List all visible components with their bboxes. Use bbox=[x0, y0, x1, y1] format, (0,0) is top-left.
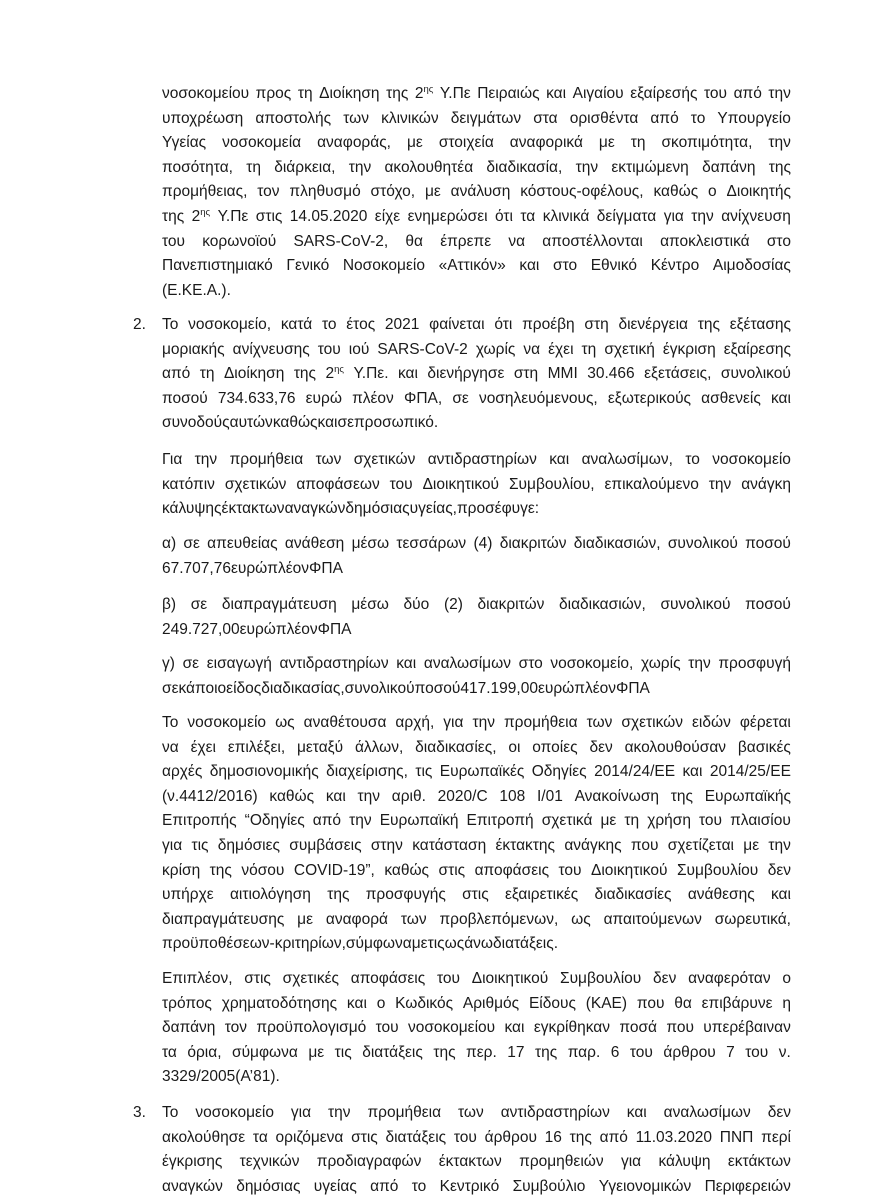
text-line: (Ε.ΚΕ.Α.). bbox=[162, 281, 231, 299]
text-line: ακολούθησε τα οριζόμενα στις διατάξεις του άρθρου 16 της από 11.03.2020 ΠΝΠ περί bbox=[162, 1128, 791, 1146]
text-line: κατόπιν σχετικών αποφάσεων του Διοικητικού Συμβουλίου, επικαλούμενο την ανάγκη bbox=[162, 475, 791, 493]
text-line: του κορωνοϊού SARS-CoV-2, θα έπρεπε να αποστέλλονται αποκλειστικά στο bbox=[162, 232, 791, 250]
text-line: α) σε απευθείας ανάθεση μέσω τεσσάρων (4) διακριτών διαδικασιών, συνολικού ποσού bbox=[162, 535, 791, 552]
text-line: τα όρια, σύμφωνα με τις διατάξεις της περ. 17 της παρ. 6 του άρθρου 7 του ν. bbox=[162, 1043, 791, 1061]
paragraph-option-b bbox=[162, 593, 791, 642]
text-line: 67.707,76 ευρώ πλέον ΦΠΑ bbox=[162, 559, 343, 577]
text-line: δαπάνη τον προϋπολογισμό του νοσοκομείου και εγκρίθηκαν ποσά που υπερέβαιναν bbox=[162, 1019, 791, 1037]
text-line: για τις δημόσιες συμβάσεις στην κατάσταση έκτακτης ανάγκης που σχετίζεται με την bbox=[162, 836, 791, 854]
text-line: προμήθειας, τον πληθυσμό στόχο, με ανάλυση κόστους-οφέλους, καθώς ο Διοικητής bbox=[162, 183, 791, 201]
text-line: αρχές δημοσιονομικής διαχείρισης, τις Ευρωπαϊκές Οδηγίες 2014/24/ΕΕ και 2014/25/ΕΕ bbox=[162, 763, 791, 781]
text-line: από τη Διοίκηση της $2^{\eta\varsigma}$ Υ.Πε. και διενήργησε στη ΜΜΙ 30.466 εξετάσεις, συνολικού bbox=[162, 364, 791, 383]
text-line: Πανεπιστημιακό Γενικό Νοσοκομείο «Αττικόν» και στο Εθνικό Κέντρο Αιμοδοσίας bbox=[162, 257, 791, 275]
text-line: σε κάποιο είδος διαδικασίας, συνολικού ποσού 417.199,00 ευρώ πλέον ΦΠΑ bbox=[162, 679, 650, 697]
text-line: υποχρέωση αποστολής των κλινικών δειγμάτων στα ορισθέντα από το Υπουργείο bbox=[162, 109, 791, 127]
text-line: νοσοκομείου προς τη Διοίκηση της $2^{\eta\varsigma}$ Υ.Πε Πειραιώς και Αιγαίου εξαίρεσής του από την bbox=[162, 84, 791, 102]
text-line: τρόπος χρηματοδότησης και ο Κωδικός Αριθμός Είδους (ΚΑΕ) που θα επιβάρυνε η bbox=[162, 994, 791, 1012]
paragraph-procurement bbox=[162, 448, 791, 522]
text-line: διαπραγμάτευσης με αναφορά των προβλεπόμενων, ως απαιτούμενων σωρευτικά, bbox=[162, 910, 791, 928]
paragraph-option-c bbox=[162, 652, 791, 701]
text-line: να έχει επιλέξει, μεταξύ άλλων, διαδικασίες, οι οποίες δεν ακολουθούσαν βασικές bbox=[162, 738, 791, 756]
text-line: κρίση της νόσου COVID-19”, καθώς στις αποφάσεις του Διοικητικού Συμβουλίου δεν bbox=[162, 861, 791, 879]
paragraph-item-3 bbox=[162, 1101, 791, 1199]
text-line: υπήρχε αιτιολόγηση της προσφυγής στις εξαιρετικές διαδικασίες ανάθεσης και bbox=[162, 886, 791, 904]
text-line: Επιτροπής “Οδηγίες από την Ευρωπαϊκή Επιτροπή σχετικά με τη χρήση του πλαισίου bbox=[162, 812, 791, 830]
paragraph-contracting-authority bbox=[162, 711, 791, 957]
paragraph-option-a bbox=[162, 532, 791, 581]
text-line: 249.727,00 ευρώ πλέον ΦΠΑ bbox=[162, 620, 352, 638]
paragraph-moreover bbox=[162, 967, 791, 1090]
text-line: μοριακής ανίχνευσης του ιού SARS-CoV-2 χωρίς να έχει τη σχετική έγκριση εξαίρεσης bbox=[162, 340, 791, 358]
text-line: β) σε διαπραγμάτευση μέσω δύο (2) διακριτών διαδικασιών, συνολικού ποσού bbox=[162, 596, 791, 613]
text-line: Το νοσοκομείο, κατά το έτος 2021 φαίνεται ότι προέβη στη διενέργεια της εξέτασης bbox=[162, 316, 791, 333]
text-line: γ) σε εισαγωγή αντιδραστηρίων και αναλωσίμων στο νοσοκομείο, χωρίς την προσφυγή bbox=[162, 655, 791, 672]
paragraph-intro bbox=[162, 82, 791, 303]
text-line: συνοδούς αυτών καθώς και σε προσωπικό. bbox=[162, 414, 439, 432]
text-line: προϋποθέσεων-κριτηρίων, σύμφωνα με τις ως άνω διατάξεις. bbox=[162, 935, 559, 953]
text-line: 3329/2005 (Α’ 81). bbox=[162, 1068, 280, 1086]
text-line: Επιπλέον, στις σχετικές αποφάσεις του Διοικητικού Συμβουλίου δεν αναφερόταν ο bbox=[162, 970, 791, 987]
list-item-number: 3. bbox=[133, 1104, 146, 1121]
text-line: κάλυψης έκτακτων αναγκών δημόσιας υγείας, προσέφυγε: bbox=[162, 500, 540, 518]
text-line: Για την προμήθεια των σχετικών αντιδραστηρίων και αναλωσίμων, το νοσοκομείο bbox=[162, 451, 791, 468]
text-line: (ν.4412/2016) καθώς και την αριθ. 2020/C 108 I/01 Ανακοίνωση της Ευρωπαϊκής bbox=[162, 787, 791, 805]
text-line: Το νοσοκομείο ως αναθέτουσα αρχή, για την προμήθεια των σχετικών ειδών φέρεται bbox=[162, 714, 791, 731]
text-line: Το νοσοκομείο για την προμήθεια των αντιδραστηρίων και αναλωσίμων δεν bbox=[162, 1104, 791, 1121]
text-line: έγκρισης τεχνικών προδιαγραφών έκτακτων προμηθειών για κάλυψη εκτάκτων bbox=[162, 1153, 791, 1171]
text-line: Υγείας νοσοκομεία αναφοράς, με στοιχεία αναφορικά με τη σκοπιμότητα, την bbox=[162, 134, 791, 152]
text-line: της $2^{\eta\varsigma}$ Υ.Πε στις 14.05.2020 είχε ενημερώσει ότι τα κλινικά δείγματα για την ανίχνευση bbox=[162, 206, 791, 225]
text-line: ποσού 734.633,76 ευρώ πλέον ΦΠΑ, σε νοσηλευόμενους, εξωτερικούς ασθενείς και bbox=[162, 389, 791, 407]
text-line: αναγκών δημόσιας υγείας από το Κεντρικό Συμβούλιο Υγειονομικών Περιφερειών bbox=[162, 1177, 791, 1195]
paragraph-item-2 bbox=[162, 313, 791, 436]
text-line: ποσότητα, τη διάρκεια, την ακολουθητέα διαδικασία, την εκτιμώμενη δαπάνη της bbox=[162, 158, 791, 176]
list-item-number: 2. bbox=[133, 316, 146, 333]
